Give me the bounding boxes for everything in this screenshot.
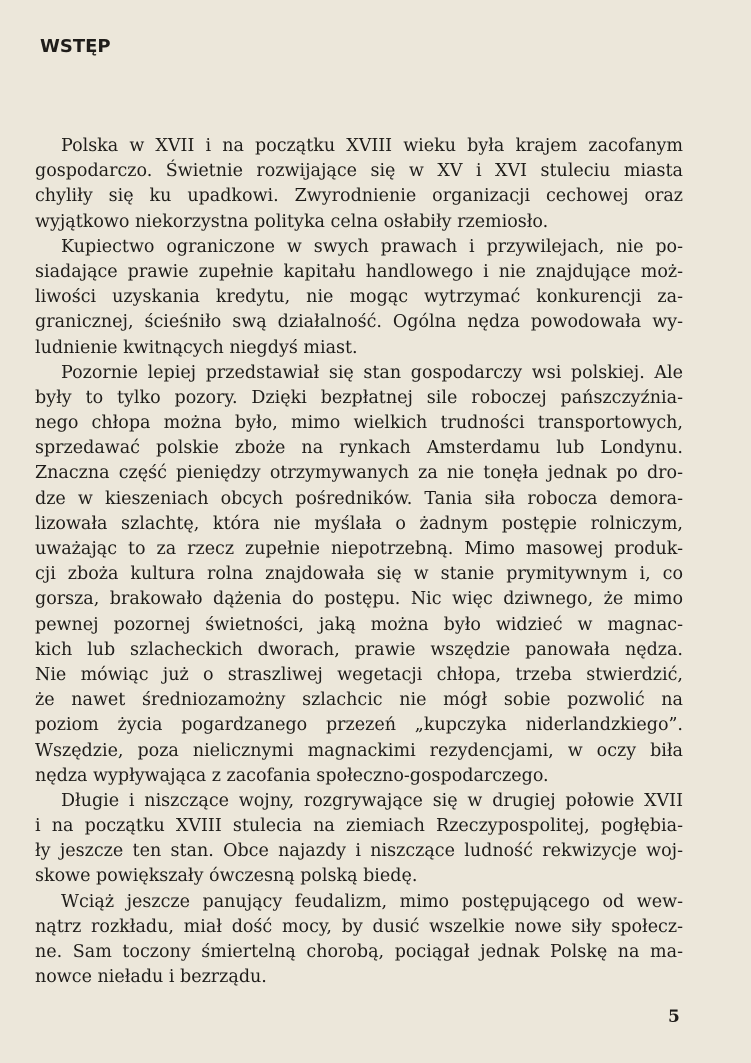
- text-line: ludnienie kwitnących niegdyś miast.: [35, 337, 358, 358]
- text-line: liwości uzyskania kredytu, nie mogąc wytrzymać konkurencji za-: [35, 287, 683, 308]
- text-line: i na początku XVIII stulecia na ziemiach Rzeczypospolitej, pogłębia-: [35, 816, 683, 837]
- text-line: Nie mówiąc już o straszliwej wegetacji chłopa, trzeba stwierdzić,: [35, 664, 683, 685]
- text-line: ły jeszcze ten stan. Obce najazdy i niszczące ludność rekwizycje woj-: [35, 841, 683, 862]
- text-line: nątrz rozkładu, miał dość mocy, by dusić wszelkie nowe siły społecz-: [35, 916, 683, 937]
- body-text: [35, 134, 683, 990]
- text-line: Pozornie lepiej przedstawiał się stan gospodarczy wsi polskiej. Ale: [61, 362, 683, 383]
- text-line: poziom życia pogardzanego przezeń „kupczyka niderlandzkiego”.: [35, 715, 683, 736]
- text-line: wyjątkowo niekorzystna polityka celna osłabiły rzemiosło.: [35, 211, 549, 232]
- text-line: że nawet średniozamożny szlachcic nie mógł sobie pozwolić na: [35, 690, 683, 711]
- text-line: siadające prawie zupełnie kapitału handlowego i nie znajdujące moż-: [35, 261, 683, 282]
- paragraph: [35, 890, 683, 991]
- text-line: ne. Sam toczony śmiertelną chorobą, pociągał jednak Polskę na ma-: [35, 942, 683, 962]
- text-line: lizowała szlachtę, która nie myślała o żadnym postępie rolniczym,: [35, 513, 683, 534]
- text-line: Długie i niszczące wojny, rozgrywające się w drugiej połowie XVII: [61, 790, 683, 811]
- text-line: gorsza, brakowało dążenia do postępu. Nic więc dziwnego, że mimo: [35, 589, 683, 610]
- text-line: chyliły się ku upadkowi. Zwyrodnienie organizacji cechowej oraz: [35, 186, 683, 207]
- text-line: uważając to za rzecz zupełnie niepotrzebną. Mimo masowej produk-: [35, 539, 683, 559]
- text-line: Kupiectwo ograniczone w swych prawach i przywilejach, nie po-: [61, 236, 683, 257]
- text-line: nowce nieładu i bezrządu.: [35, 967, 267, 988]
- text-line: gospodarczo. Świetnie rozwijające się w XV i XVI stuleciu miasta: [35, 161, 683, 182]
- text-line: nędza wypływająca z zacofania społeczno-gospodarczego.: [35, 765, 549, 786]
- text-line: cji zboża kultura rolna znajdowała się w stanie prymitywnym i, co: [35, 564, 683, 585]
- paragraph: [35, 361, 683, 789]
- paragraph: [35, 134, 683, 235]
- text-line: dze w kieszeniach obcych pośredników. Tania siła robocza demora-: [35, 488, 683, 509]
- text-line: były to tylko pozory. Dzięki bezpłatnej sile roboczej pańszczyźnia-: [35, 387, 683, 408]
- text-line: Znaczna część pieniędzy otrzymywanych za nie tonęła jednak po dro-: [35, 463, 683, 484]
- text-line: kich lub szlacheckich dworach, prawie wszędzie panowała nędza.: [35, 639, 683, 660]
- text-line: skowe powiększały ówczesną polską biedę.: [35, 866, 418, 887]
- text-line: granicznej, ścieśniło swą działalność. Ogólna nędza powodowała wy-: [35, 312, 683, 333]
- page-number: 5: [668, 1007, 680, 1027]
- text-line: sprzedawać polskie zboże na rynkach Amsterdamu lub Londynu.: [35, 438, 683, 459]
- text-line: Polska w XVII i na początku XVIII wieku była krajem zacofanym: [61, 136, 683, 156]
- text-line: Wszędzie, poza nielicznymi magnackimi rezydencjami, w oczy biła: [35, 740, 683, 761]
- paragraph: [35, 235, 683, 361]
- text-line: pewnej pozornej świetności, jaką można było widzieć w magnac-: [35, 614, 683, 635]
- chapter-heading: WSTĘP: [40, 36, 111, 57]
- text-line: Wciąż jeszcze panujący feudalizm, mimo postępującego od wew-: [61, 891, 683, 912]
- text-line: nego chłopa można było, mimo wielkich trudności transportowych,: [35, 413, 683, 434]
- paragraph: [35, 789, 683, 890]
